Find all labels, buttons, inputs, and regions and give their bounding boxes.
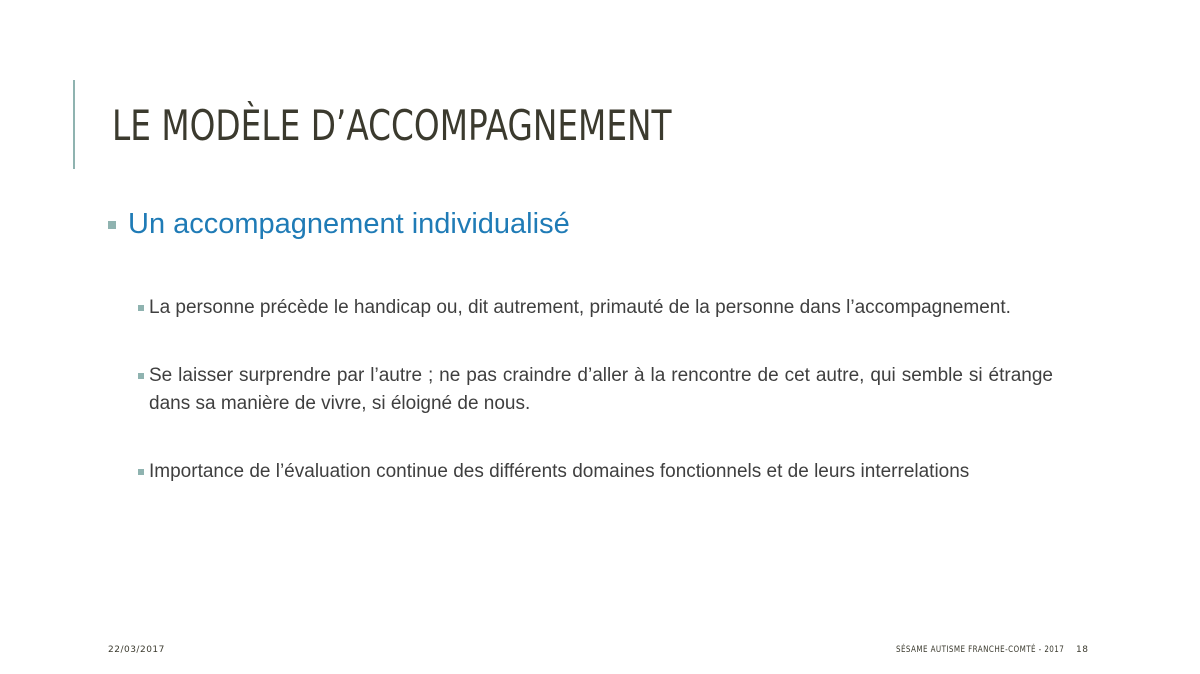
sub-bullet-text: La personne précède le handicap ou, dit autrement, primauté de la personne dans l’accompagnement. <box>149 297 1011 318</box>
sub-bullet-list <box>138 294 1053 526</box>
footer-page-number: 18 <box>1076 645 1089 655</box>
sub-bullet-text: Se laisser surprendre par l’autre ; ne pas craindre d’aller à la rencontre de cet autre, qui semble si étrange dans sa manière de vivre, si éloigné de nous. <box>149 365 1053 414</box>
sub-bullet-item <box>138 362 1053 418</box>
square-bullet-icon <box>108 221 116 229</box>
main-bullet-text: Un accompagnement individualisé <box>128 208 570 240</box>
square-bullet-icon <box>138 373 144 379</box>
square-bullet-icon <box>138 305 144 311</box>
sub-bullet-text: Importance de l’évaluation continue des différents domaines fonctionnels et de leurs interrelations <box>149 461 970 482</box>
sub-bullet-item <box>138 294 1053 322</box>
slide-title: LE MODÈLE D’ACCOMPAGNEMENT <box>112 101 672 150</box>
main-bullet <box>108 205 570 243</box>
footer-organization: SÉSAME AUTISME FRANCHE-COMTÉ - 2017 <box>896 645 1065 655</box>
square-bullet-icon <box>138 469 144 475</box>
title-accent-bar <box>73 80 75 169</box>
sub-bullet-item <box>138 458 1053 486</box>
footer-date: 22/03/2017 <box>108 645 165 655</box>
